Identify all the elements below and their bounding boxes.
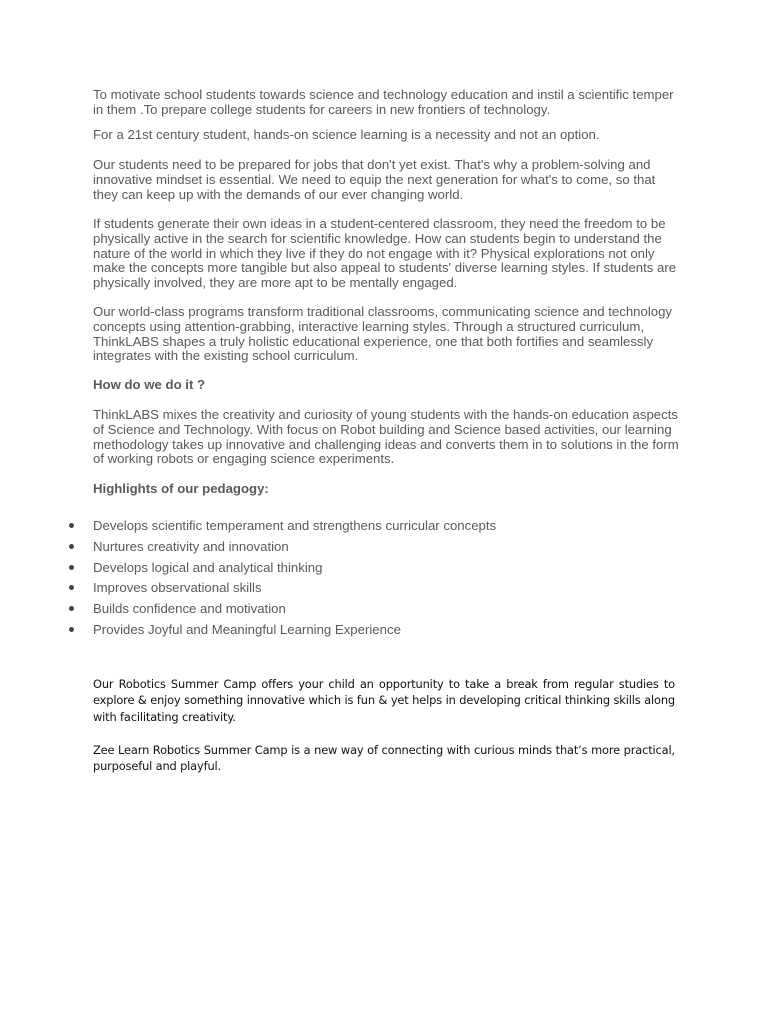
list-item	[0, 600, 700, 621]
camp-paragraph-2: Zee Learn Robotics Summer Camp is a new way of connecting with curious minds that’s more practical, purposeful and playful.	[93, 743, 675, 774]
list-item	[0, 517, 700, 538]
intro-paragraph-1: To motivate school students towards science and technology education and instil a scientific temper in them .To prepare college students for careers in new frontiers of technology.	[93, 87, 674, 117]
list-item-text: Improves observational skills	[93, 580, 262, 596]
list-item-text: Develops scientific temperament and strengthens curricular concepts	[93, 518, 497, 533]
list-item-text: Develops logical and analytical thinking	[93, 559, 323, 575]
intro-paragraph-3: Our students need to be prepared for jobs that don't yet exist. That's why a problem-solving and innovative mindset is essential. We need to equip the next generation for what's to come, so that they can keep up with the demands of our ever changing world.	[93, 157, 656, 202]
bullet-icon	[69, 606, 74, 611]
list-item-text: Nurtures creativity and innovation	[93, 538, 289, 554]
list-item	[0, 559, 700, 580]
bullet-icon	[69, 523, 74, 528]
intro-paragraph-2: For a 21st century student, hands-on science learning is a necessity and not an option.	[93, 127, 600, 142]
list-item	[0, 579, 700, 600]
intro-paragraph-5: Our world-class programs transform traditional classrooms, communicating science and technology concepts using attention-grabbing, interactive learning styles. Through a structured curriculum, ThinkLABS shapes a truly holistic educational experience, one that both fortifies and seamlessly integrates with the existing school curriculum.	[93, 304, 673, 364]
bullet-icon	[69, 565, 74, 570]
intro-paragraph-4: If students generate their own ideas in a student-centered classroom, they need the freedom to be physically active in the search for scientific knowledge. How can students begin to understand the nature of the world in which they live if they do not engage with it? Physical explorations not only make the concepts more tangible but also appeal to students' diverse learning styles. If students are physically involved, they are more apt to be mentally engaged.	[93, 216, 677, 291]
list-item	[0, 538, 700, 559]
list-item-text: Builds confidence and motivation	[93, 601, 286, 617]
highlights-list	[0, 517, 700, 642]
list-item	[0, 621, 700, 642]
bullet-icon	[69, 544, 74, 549]
bullet-icon	[69, 585, 74, 590]
bullet-icon	[69, 627, 74, 632]
how-heading: How do we do it ?	[93, 377, 206, 392]
highlights-heading: Highlights of our pedagogy:	[93, 481, 269, 496]
camp-paragraph-1: Our Robotics Summer Camp offers your child an opportunity to take a break from regular studies to explore & enjoy something innovative which is fun & yet helps in developing critical thinking skills along with facilitating creativity.	[93, 677, 675, 724]
how-paragraph: ThinkLABS mixes the creativity and curiosity of young students with the hands-on education aspects of Science and Technology. With focus on Robot building and Science based activities, our learning methodology takes up innovative and challenging ideas and converts them in to solutions in the form of working robots or engaging science experiments.	[93, 407, 679, 467]
list-item-text: Provides Joyful and Meaningful Learning Experience	[93, 621, 401, 637]
